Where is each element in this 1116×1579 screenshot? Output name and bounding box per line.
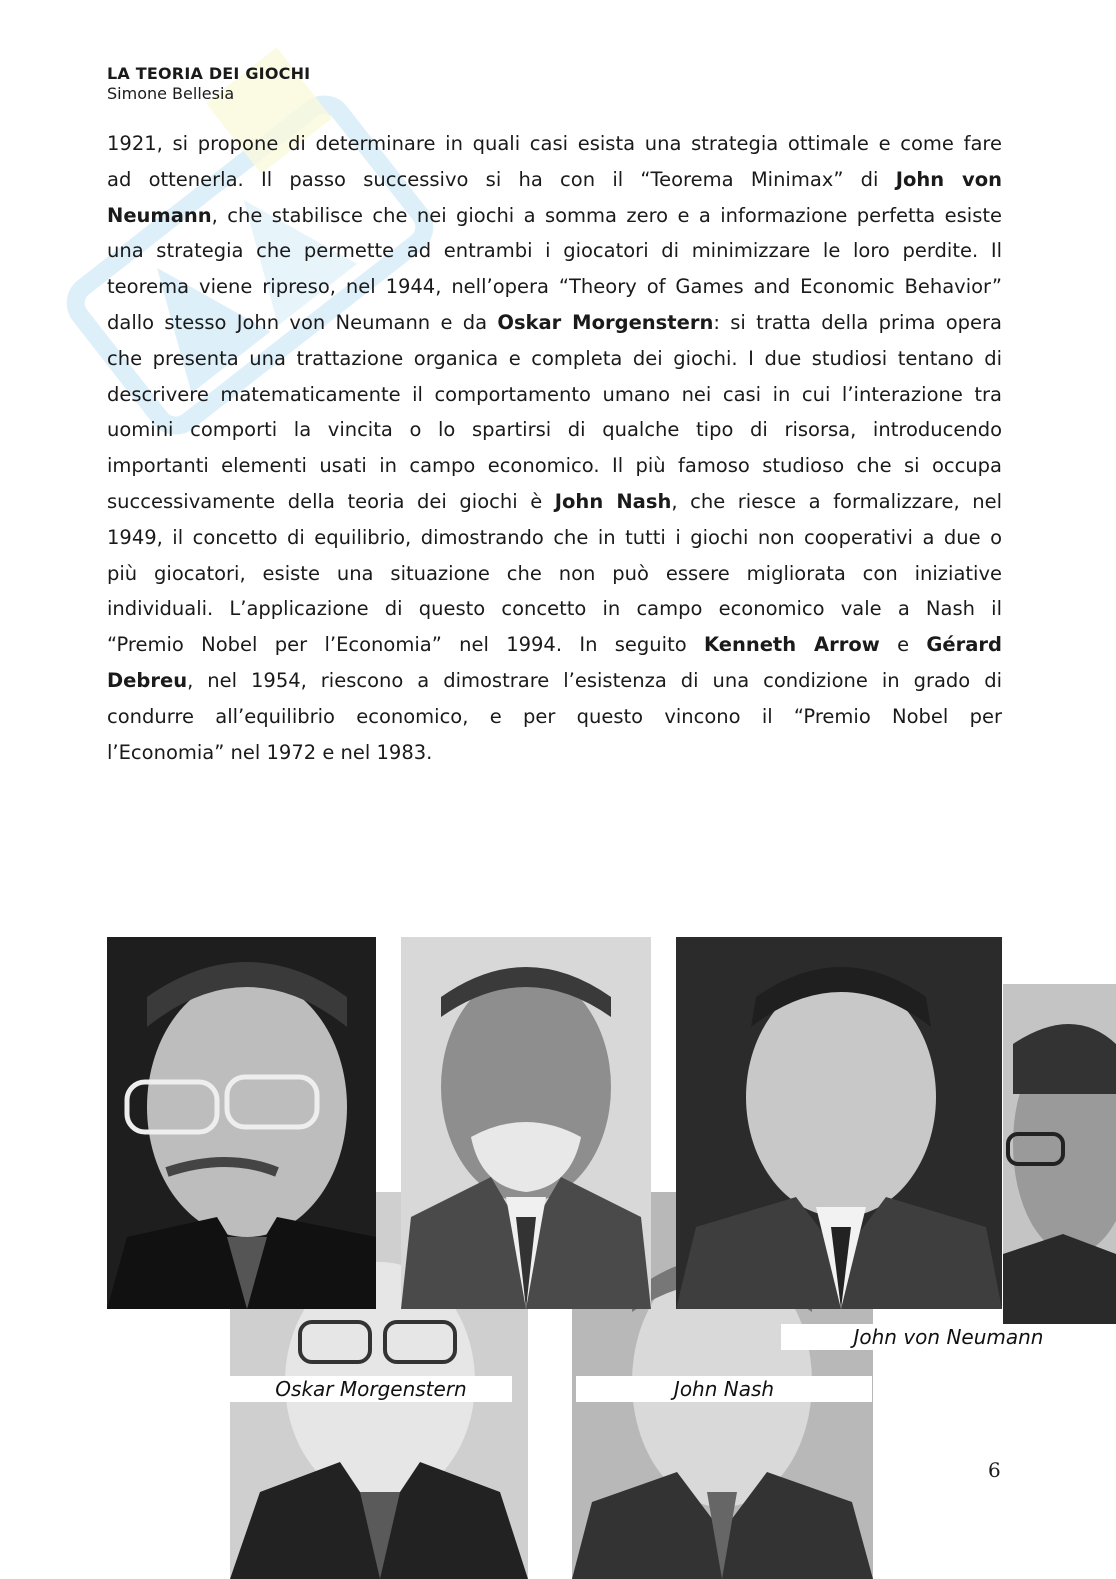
body-paragraph (107, 126, 1002, 770)
text-run: condurre all’equilibrio economico, e per questo vincono il “Premio Nobel per (107, 704, 1002, 728)
bold-name: John von (895, 167, 1002, 191)
text-run: “Premio Nobel per l’Economia” nel 1994. In seguito (107, 633, 704, 657)
text-run: , nel 1954, riescono a dimostrare l’esistenza di una condizione in grado di (187, 668, 1002, 692)
document-author: Simone Bellesia (107, 84, 235, 103)
bold-name: Neumann (107, 203, 212, 227)
bold-name: Kenneth Arrow (703, 633, 880, 657)
text-line (107, 126, 1002, 162)
bold-name: Gérard (926, 633, 1002, 657)
text-run: : si tratta della prima opera (713, 310, 1002, 334)
text-run: , che riesce a formalizzare, nel (671, 489, 1002, 513)
page-number: 6 (988, 1458, 1001, 1482)
text-line (107, 377, 1002, 413)
photo-john-von-neumann (676, 937, 1002, 1309)
text-run: teorema viene ripreso, nel 1944, nell’opera “Theory of Games and Economic Behavior” (107, 275, 1002, 299)
text-run: importanti elementi usati in campo economico. Il più famoso studioso che si occupa (107, 454, 1002, 478)
text-run: individuali. L’applicazione di questo concetto in campo economico vale a Nash il (107, 597, 1002, 621)
text-line (107, 699, 1002, 735)
text-run: una strategia che permette ad entrambi i giocatori di minimizzare le loro perdite. Il (107, 239, 1002, 263)
text-line (107, 627, 1002, 663)
document-title: LA TEORIA DEI GIOCHI (107, 64, 311, 83)
text-line (107, 162, 1002, 198)
text-run: 1949, il concetto di equilibrio, dimostrando che in tutti i giochi non cooperativi a due o (107, 525, 1002, 549)
text-line (107, 735, 1002, 771)
text-line (107, 591, 1002, 627)
text-run: l’Economia” nel 1972 e nel 1983. (107, 740, 433, 764)
caption-oskar-morgenstern: Oskar Morgenstern (230, 1376, 512, 1402)
bold-name: Oskar Morgenstern (497, 310, 714, 334)
text-line (107, 448, 1002, 484)
bold-name: John Nash (554, 489, 672, 513)
photo-kenneth-arrow (1003, 984, 1116, 1324)
text-run: uomini comporti la vincita o lo spartirsi di qualche tipo di risorsa, introducendo (107, 418, 1002, 442)
text-run: più giocatori, esiste una situazione che non può essere migliorata con iniziative (107, 561, 1002, 585)
text-line (107, 341, 1002, 377)
text-line (107, 269, 1002, 305)
text-line (107, 412, 1002, 448)
text-run: 1921, si propone di determinare in quali casi esista una strategia ottimale e come fare (107, 132, 1002, 155)
text-line (107, 484, 1002, 520)
text-line (107, 305, 1002, 341)
text-line (107, 198, 1002, 234)
text-run: descrivere matematicamente il comportamento umano nei casi in cui l’interazione tra (107, 382, 1002, 406)
text-run: e (879, 633, 927, 657)
caption-john-nash: John Nash (576, 1376, 872, 1402)
text-run: ad ottenerla. Il passo successivo si ha con il “Teorema Minimax” di (107, 167, 896, 191)
text-line (107, 520, 1002, 556)
text-line (107, 556, 1002, 592)
text-run: dallo stesso John von Neumann e da (107, 310, 498, 334)
photo-portrait-center (401, 937, 651, 1309)
text-line (107, 233, 1002, 269)
bold-name: Debreu (107, 668, 188, 692)
text-run: che presenta una trattazione organica e completa dei giochi. I due studiosi tentano di (107, 346, 1002, 370)
page-header (107, 64, 310, 104)
text-run: , che stabilisce che nei giochi a somma zero e a informazione perfetta esiste (211, 203, 1002, 227)
text-line (107, 663, 1002, 699)
text-run: successivamente della teoria dei giochi è (107, 489, 555, 513)
caption-john-von-neumann: John von Neumann (781, 1324, 1116, 1350)
photo-portrait-left (107, 937, 376, 1309)
